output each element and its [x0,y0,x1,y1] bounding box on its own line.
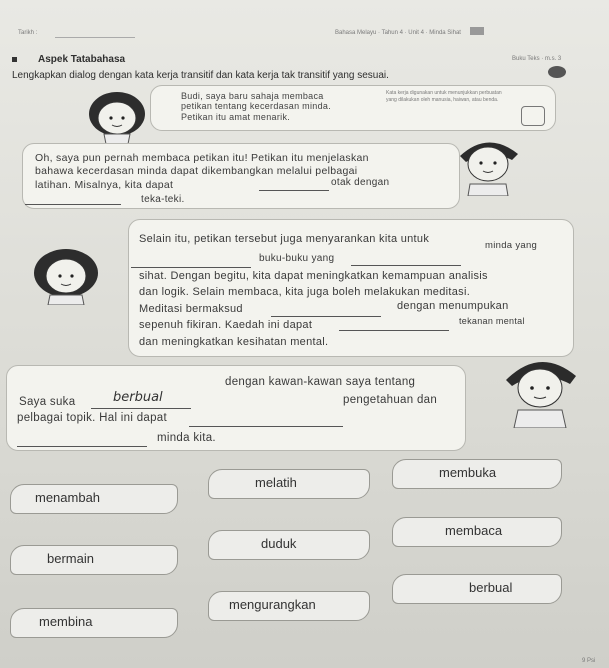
bubble4-line3: minda kita. [157,432,216,444]
answer-blank-7[interactable] [91,408,191,409]
answer-blank-6[interactable] [339,330,449,331]
speech-bubble-4 [6,365,466,451]
bubble4-line1-start: Saya suka [19,396,76,408]
bubble3-line: tekanan mental [459,316,525,326]
tarikh-label: Tarikh : [18,30,38,36]
speech-bubble-3 [128,219,574,357]
answer-blank-3[interactable] [131,267,251,268]
answer-blank-9[interactable] [17,446,147,447]
bubble3-line: dengan menumpukan [397,300,509,312]
cloud-icon [548,66,566,78]
word-card-mengurangkan[interactable] [208,591,370,621]
bubble3-line: Selain itu, petikan tersebut juga menyarankan kita untuk [139,233,430,245]
handwritten-answer[interactable]: berbual [113,390,163,405]
section-title: Aspek Tatabahasa [38,54,126,65]
book-icon [521,106,545,126]
bubble2-line: latihan. Misalnya, kita dapat [35,179,174,191]
word-label: mengurangkan [229,597,316,612]
page-label: Buku Teks · m.s. 3 [512,56,562,62]
boy-character-icon [500,352,580,428]
bubble3-line: Meditasi bermaksud [139,303,243,315]
corner-mark: 9 Psi [582,658,596,664]
word-label: berbual [469,580,513,595]
word-card-membuka[interactable] [392,459,562,489]
word-label: membina [39,614,93,629]
bubble2-line: bahawa kecerdasan minda dapat dikembangkan melalui pelbagai [35,165,358,177]
answer-blank-8[interactable] [189,426,343,427]
answer-blank-1[interactable] [259,190,329,191]
bullet-icon [12,57,17,62]
word-label: menambah [35,490,101,505]
word-card-membaca[interactable] [392,517,562,547]
bubble4-line1-end: dengan kawan-kawan saya tentang [225,376,416,388]
qr-icon [470,27,484,35]
bubble4-line2-start: pelbagai topik. Hal ini dapat [17,412,167,424]
bubble3-line: dan logik. Selain membaca, kita juga boleh melakukan meditasi. [139,286,471,298]
bubble1-side-note: Kata kerja digunakan untuk menunjukkan perbuatan yang dilakukan oleh manusia, haiwan, atau benda. [386,90,502,103]
bubble3-line: dan meningkatkan kesihatan mental. [139,336,329,348]
word-card-berbual[interactable] [392,574,562,604]
word-card-membina[interactable] [10,608,178,638]
girl-character-icon [30,245,104,305]
answer-blank-5[interactable] [271,316,381,317]
section-instruction: Lengkapkan dialog dengan kata kerja transitif dan kata kerja tak transitif yang sesuai. [12,70,389,81]
bubble2-line: Oh, saya pun pernah membaca petikan itu! Petikan itu menjelaskan [35,152,369,164]
bubble1-line: petikan tentang kecerdasan minda. [181,101,331,111]
speech-bubble-1 [150,85,556,131]
bubble2-line: otak dengan [331,177,390,188]
bubble3-line: buku-buku yang [259,253,335,264]
bubble1-line: Budi, saya baru sahaja membaca [181,91,324,101]
word-card-duduk[interactable] [208,530,370,560]
word-card-melatih[interactable] [208,469,370,499]
bubble3-line: minda yang [485,240,538,251]
speech-bubble-2 [22,143,460,209]
tarikh-line [55,37,135,38]
word-label: bermain [47,551,94,566]
word-label: melatih [255,475,297,490]
bubble3-line: sihat. Dengan begitu, kita dapat meningkatkan kemampuan analisis [139,270,488,282]
answer-blank-2[interactable] [25,204,121,205]
bubble2-line: teka-teki. [141,194,185,205]
word-card-menambah[interactable] [10,484,178,514]
header-subject: Bahasa Melayu · Tahun 4 · Unit 4 · Minda Sihat [335,30,461,36]
word-label: duduk [261,536,297,551]
answer-blank-4[interactable] [351,265,461,266]
word-label: membuka [439,465,497,480]
girl-character-icon [84,88,150,144]
boy-character-icon [452,134,524,196]
bubble4-line2-end: pengetahuan dan [343,394,438,406]
bubble1-line: Petikan itu amat menarik. [181,112,291,122]
bubble3-line: sepenuh fikiran. Kaedah ini dapat [139,319,313,331]
word-card-bermain[interactable] [10,545,178,575]
word-label: membaca [445,523,503,538]
